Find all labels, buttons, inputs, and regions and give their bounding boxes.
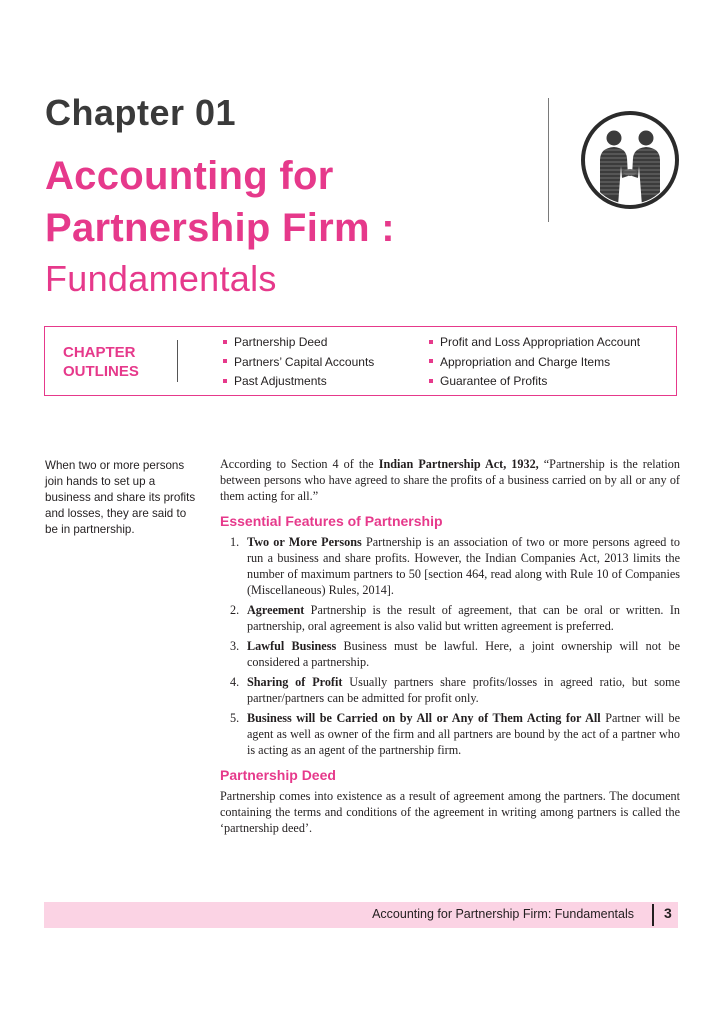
- outline-item: Guarantee of Profits: [429, 372, 640, 392]
- feature-number: 5.: [230, 711, 240, 725]
- feature-term: Agreement: [247, 603, 305, 617]
- chapter-title-line2: Partnership Firm :: [45, 206, 395, 250]
- feature-text: Partnership is an association of two or more persons agreed to run a business and share profits. However, the Indian Companies Act, 2013 limits the number of maximum partners to 50 [section 464, read along with Rule 10 of Companies (Miscellaneous) Rules, 2014].: [247, 535, 680, 597]
- feature-number: 3.: [230, 639, 240, 653]
- feature-item: [220, 674, 680, 706]
- feature-number: 2.: [230, 603, 240, 617]
- feature-term: Business will be Carried on by All or Any of Them Acting for All: [247, 711, 601, 725]
- feature-text: Business must be lawful. Here, a joint ownership will not be considered a partnership.: [247, 639, 680, 669]
- feature-item: [220, 710, 680, 758]
- chapter-title: [45, 150, 395, 254]
- main-body: [220, 456, 680, 836]
- outline-heading-line1: CHAPTER: [63, 344, 136, 361]
- feature-item: [220, 638, 680, 670]
- features-list: [220, 534, 680, 758]
- chapter-title-line1: Accounting for: [45, 154, 334, 198]
- deed-heading: Partnership Deed: [220, 767, 336, 783]
- outline-item: Partnership Deed: [223, 333, 374, 353]
- outline-item: Appropriation and Charge Items: [429, 353, 640, 373]
- deed-paragraph: Partnership comes into existence as a result of agreement among the partners. The document containing the terms and conditions of the agreement in writing among partners is called the ‘partnership deed’.: [220, 789, 680, 835]
- outline-item: Past Adjustments: [223, 372, 374, 392]
- feature-term: Two or More Persons: [247, 535, 362, 549]
- intro-paragraph: [220, 456, 680, 504]
- header-divider: [548, 98, 549, 222]
- handshake-icon: [580, 110, 680, 210]
- page-number: 3: [664, 905, 672, 921]
- feature-item: [220, 534, 680, 598]
- intro-text-after: “Partnership is the relation between persons who have agreed to share the profits of a business carried on by all or any of them acting for all.”: [220, 457, 680, 503]
- features-heading: Essential Features of Partnership: [220, 513, 443, 529]
- footer-separator: [652, 904, 654, 926]
- outline-heading-line2: OUTLINES: [63, 363, 139, 380]
- outline-divider: [177, 340, 178, 382]
- outline-item: Partners’ Capital Accounts: [223, 353, 374, 373]
- outline-item: Profit and Loss Appropriation Account: [429, 333, 640, 353]
- feature-text: Partner will be agent as well as owner of the firm and all partners are bound by the act of a partner who is acting as an agent of the partnership firm.: [247, 711, 680, 757]
- chapter-label: Chapter 01: [45, 92, 237, 133]
- chapter-outlines-box: [44, 326, 677, 396]
- chapter-outlines-heading: [63, 343, 173, 381]
- footer-band: [44, 902, 678, 928]
- outline-column-1: [223, 333, 374, 392]
- margin-note: When two or more persons join hands to set up a business and share its profits and losses, they are said to be in partnership.: [45, 459, 196, 536]
- feature-term: Lawful Business: [247, 639, 337, 653]
- feature-term: Sharing of Profit: [247, 675, 343, 689]
- chapter-subtitle: Fundamentals: [45, 258, 277, 299]
- feature-text: Partnership is the result of agreement, that can be oral or written. In partnership, oral agreement is also valid but written agreement is preferred.: [247, 603, 680, 633]
- act-name: Indian Partnership Act, 1932,: [378, 457, 539, 471]
- feature-number: 1.: [230, 535, 240, 549]
- outline-column-2: [429, 333, 640, 392]
- feature-text: Usually partners share profits/losses in agreed ratio, but some partner/partners can be admitted for profit only.: [247, 675, 680, 705]
- feature-item: [220, 602, 680, 634]
- running-title: Accounting for Partnership Firm: Fundamentals: [372, 907, 634, 921]
- feature-number: 4.: [230, 675, 240, 689]
- intro-text-before: According to Section 4 of the: [220, 457, 379, 471]
